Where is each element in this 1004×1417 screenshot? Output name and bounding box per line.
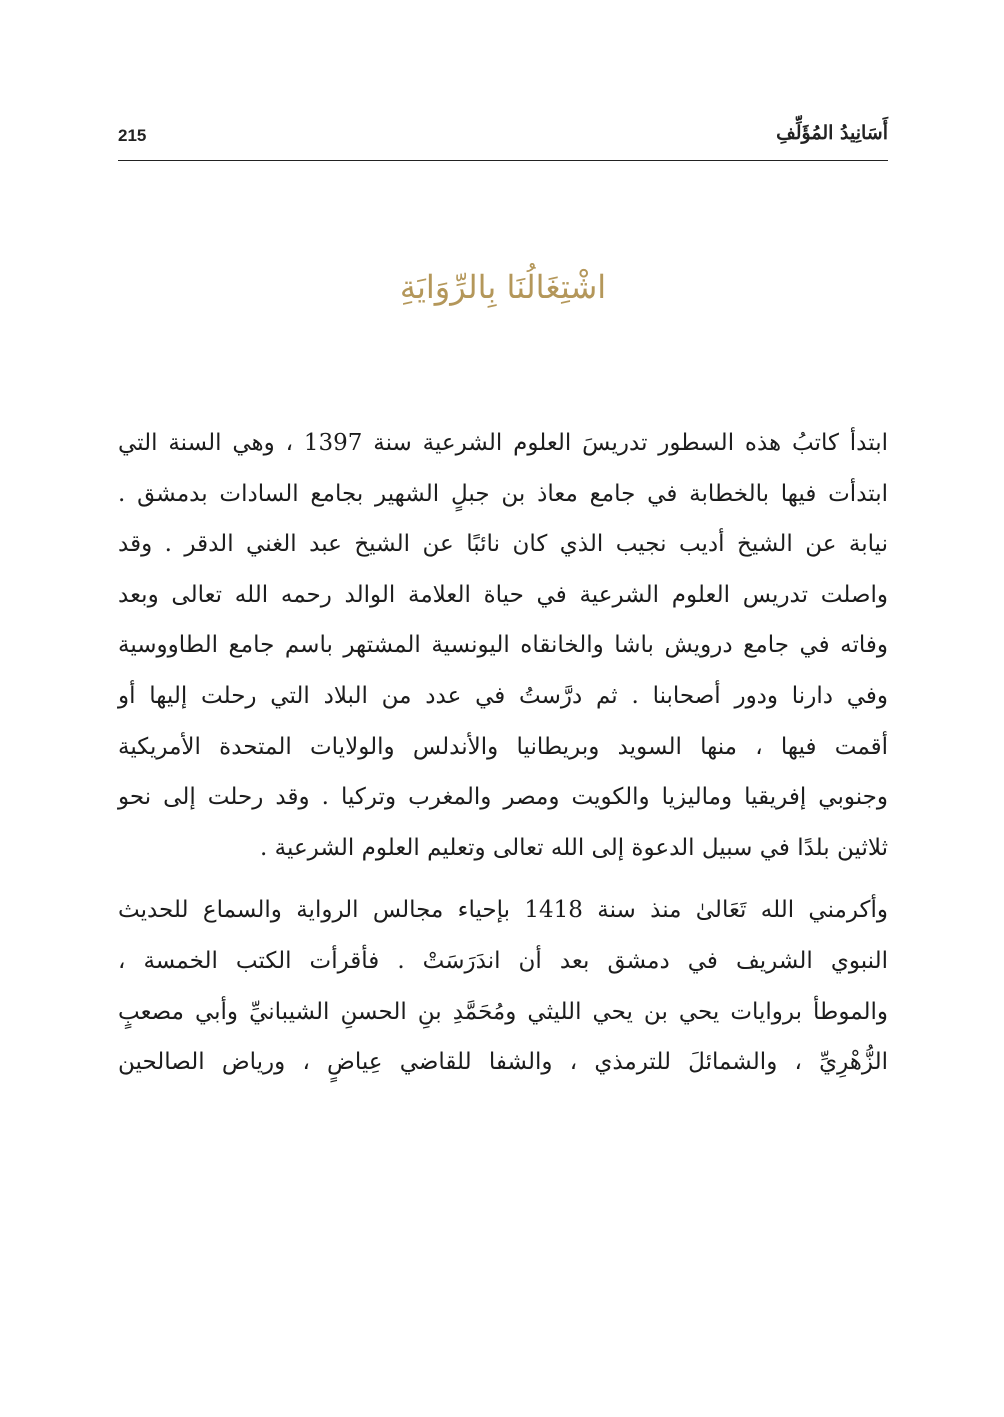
paragraph-1 — [118, 418, 888, 873]
text-line: وأكرمني الله تَعَالىٰ منذ سنة 1418 بإحياء مجالس الرواية والسماع للحديث — [118, 897, 888, 924]
text-line: وجنوبي إفريقيا وماليزيا والكويت ومصر والمغرب وتركيا . وقد رحلت إلى نحو — [118, 784, 888, 811]
section-title: اشْتِغَالُنَا بِالرِّوَايَةِ — [399, 268, 607, 306]
text-line: وفي دارنا ودور أصحابنا . ثم درَّستُ في عدد من البلاد التي رحلت إليها أو — [118, 682, 888, 709]
text-line: ابتدأت فيها بالخطابة في جامع معاذ بن جبلٍ الشهير بجامع السادات بدمشق . — [118, 480, 888, 507]
text-line: نيابة عن الشيخ أديب نجيب الذي كان نائبًا عن الشيخ عبد الغني الدقر . وقد — [118, 531, 888, 558]
text-line: النبوي الشريف في دمشق بعد أن اندَرَسَتْ . فأقرأت الكتب الخمسة ، — [118, 947, 888, 974]
text-line: ثلاثين بلدًا في سبيل الدعوة إلى الله تعالى وتعليم العلوم الشرعية . — [260, 834, 888, 861]
text-line: أقمت فيها ، منها السويد وبريطانيا والأندلس والولايات المتحدة الأمريكية — [118, 733, 888, 760]
paragraph-2 — [118, 885, 888, 1087]
text-line: واصلت تدريس العلوم الشرعية في حياة العلامة الوالد رحمه الله تعالى وبعد — [118, 581, 888, 608]
running-title: أَسَانِيدُ المُؤَلِّفِ — [776, 122, 888, 144]
text-line: ابتدأ كاتبُ هذه السطور تدريسَ العلوم الشرعية سنة 1397 ، وهي السنة التي — [118, 430, 888, 456]
body-text — [118, 418, 888, 1088]
text-line: وفاته في جامع درويش باشا والخانقاه اليونسية المشتهر باسم جامع الطاووسية — [118, 632, 888, 659]
page-number: 215 — [118, 126, 147, 145]
text-line: والموطأ بروايات يحي بن يحي الليثي ومُحَمَّدِ بنِ الحسنِ الشيبانيِّ وأبي مصعبٍ — [118, 998, 888, 1025]
page-header — [118, 120, 888, 161]
text-line: الزُّهْرِيِّ ، والشمائلَ للترمذي ، والشفا للقاضي عِياضٍ ، ورياض الصالحين — [118, 1049, 888, 1076]
